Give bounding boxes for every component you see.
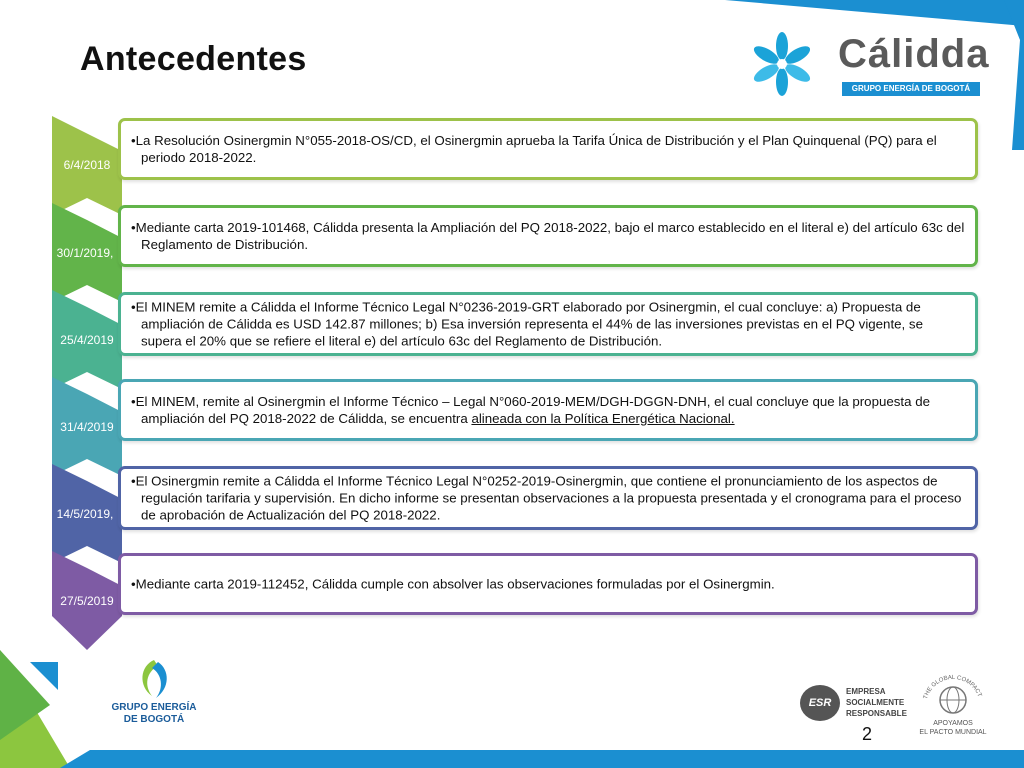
timeline-item: •La Resolución Osinergmin N°055-2018-OS/CD, el Osinergmin aprueba la Tarifa Única de Distribución y el Plan Quinquenal (PQ) para el periodo 2018-2022. [118,118,978,180]
geb-logo [104,656,204,732]
esr-line2: SOCIALMENTE [846,698,905,707]
timeline-item: •El Osinergmin remite a Cálidda el Informe Técnico Legal N°0252-2019-Osinergmin, que contiene el pronunciamiento de los aspectos de regulación tarifaria y supervisión. En dicho informe se presentan observaciones a la propuesta presentada y el cronograma para el proceso de aprobación de Actualización del PQ 2018-2022. [118,466,978,530]
calidda-logo [744,26,990,102]
timeline-date: 25/4/2019 [60,333,114,347]
esr-badge: ESR [800,685,840,721]
esr-line3: RESPONSABLE [846,709,907,718]
gc-line1: APOYAMOS [933,720,973,727]
esr-logo [800,683,910,723]
brand-name: Cálidda [838,32,990,76]
geb-name-line2: DE BOGOTÁ [123,714,185,725]
gc-line2: EL PACTO MUNDIAL [919,729,987,736]
timeline-date: 31/4/2019 [60,420,114,434]
timeline-text: El MINEM remite a Cálidda el Informe Técnico Legal N°0236-2019-GRT elaborado por Osinergmin, el cual concluye: a) Propuesta de ampliación de Cálidda es USD 142.87 millones; b) Esa inversión representa el 44% de las inversiones previstas en el PQ vigente, se supera el 20% que se refiere el literal e) del artículo 63c del Reglamento de Distribución. [135,299,923,349]
geb-swirl-icon [134,656,174,702]
timeline-item: •El MINEM remite a Cálidda el Informe Técnico Legal N°0236-2019-GRT elaborado por Osinergmin, el cual concluye: a) Propuesta de ampliación de Cálidda es USD 142.87 millones; b) Esa inversión representa el 44% de las inversiones previstas en el PQ vigente, se supera el 20% que se refiere el literal e) del artículo 63c del Reglamento de Distribución. [118,292,978,356]
timeline-date: 27/5/2019 [60,594,114,608]
timeline-text: Mediante carta 2019-101468, Cálidda presenta la Ampliación del PQ 2018-2022, bajo el marco establecido en el literal e) del artículo 63c del Reglamento de Distribución. [135,220,965,252]
brand-tagline: GRUPO ENERGÍA DE BOGOTÁ [842,82,980,96]
page-number: 2 [862,724,873,744]
global-compact-logo [918,668,988,742]
svg-text:THE GLOBAL COMPACT: THE GLOBAL COMPACT [922,674,983,700]
timeline-item: •El MINEM, remite al Osinergmin el Informe Técnico – Legal N°060-2019-MEM/DGH-DGGN-DNH, el cual concluye que la propuesta de ampliación del PQ 2018-2022 de Cálidda, se encuentra alineada con la Política Energética Nacional. [118,379,978,441]
timeline-text: El MINEM, remite al Osinergmin el Informe Técnico – Legal N°060-2019-MEM/DGH-DGGN-DNH, el cual concluye que la propuesta de ampliación del PQ 2018-2022 de Cálidda, se encuentra [135,394,930,426]
timeline-text: La Resolución Osinergmin N°055-2018-OS/CD, el Osinergmin aprueba la Tarifa Única de Distribución y el Plan Quinquenal (PQ) para el periodo 2018-2022. [135,133,937,165]
timeline-date: 14/5/2019, [56,507,114,521]
timeline-text: El Osinergmin remite a Cálidda el Informe Técnico Legal N°0252-2019-Osinergmin, que contiene el pronunciamiento de los aspectos de regulación tarifaria y supervisión. En dicho informe se presentan observaciones a la propuesta presentada y el cronograma para el proceso de aprobación de Actualización del PQ 2018-2022. [135,473,962,523]
timeline-chevrons [0,0,130,660]
timeline-item: •Mediante carta 2019-101468, Cálidda presenta la Ampliación del PQ 2018-2022, bajo el marco establecido en el literal e) del artículo 63c del Reglamento de Distribución. [118,205,978,267]
timeline-text-underlined: alineada con la Política Energética Nacional. [471,411,735,426]
globe-icon [918,668,988,720]
slide-title: Antecedentes [80,40,307,78]
timeline-date: 30/1/2019, [56,246,114,260]
flower-icon [744,26,820,102]
timeline-item: •Mediante carta 2019-112452, Cálidda cumple con absolver las observaciones formuladas por el Osinergmin. [118,553,978,615]
timeline-text: Mediante carta 2019-112452, Cálidda cumple con absolver las observaciones formuladas por el Osinergmin. [135,576,775,592]
esr-line1: EMPRESA [846,687,886,696]
timeline-date: 6/4/2018 [63,158,111,172]
geb-name-line1: GRUPO ENERGÍA [111,702,197,713]
